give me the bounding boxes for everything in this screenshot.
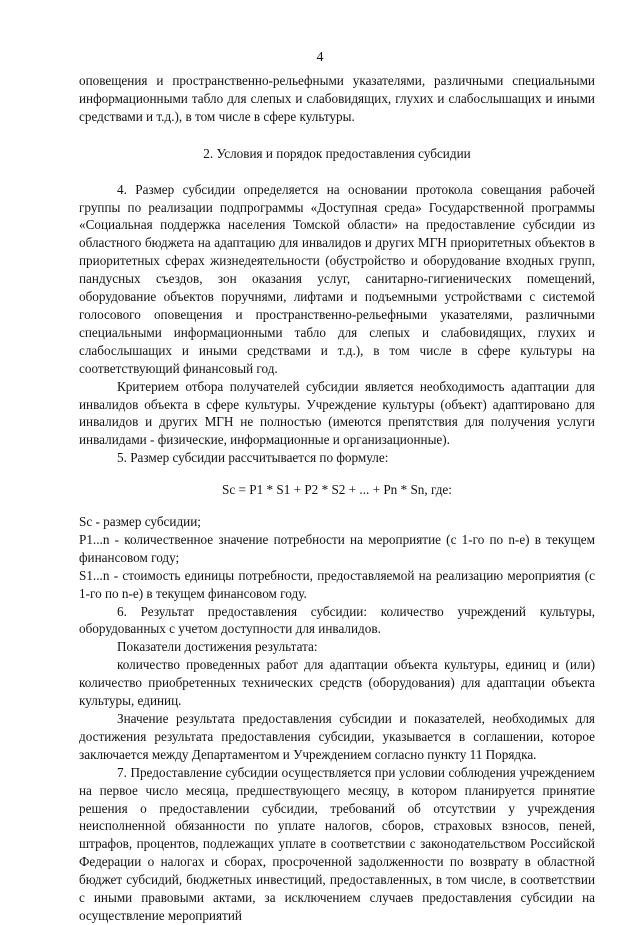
paragraph-7: 7. Предоставление субсидии осуществляется при условии соблюдения учреждением на первое число месяца, предшествующего месяцу, в котором планируется принятие решения о предоставлении субсидии, требований об отсутствии у учреждения неисполненной обязанности по уплате налогов, сборов, страховых взносов, пеней, штрафов, процентов, подлежащих уплате в соответствии с законодательством Российской Федерации о налогах и сборах, просроченной задолженности по возврату в областной бюджет субсидий, бюджетных инвестиций, предоставленных, в том числе, в соответствии с иными правовыми актами, за исключением случаев предоставления субсидии на осуществление мероприятий [79,764,595,923]
definition-p: P1...n - количественное значение потребности на мероприятие (с 1-го по n-е) в текущем финансовом году; [79,531,595,565]
formula: Sc = P1 * S1 + P2 * S2 + ... + Pn * Sn, где: [222,482,452,498]
paragraph-5: 5. Размер субсидии рассчитывается по формуле: [117,450,389,466]
paragraph-6-value: Значение результата предоставления субсидии и показателей, необходимых для достижения результата предоставления субсидии, указывается в соглашении, которое заключается между Департаментом и Учреждением согласно пункту 11 Порядка. [79,711,595,762]
definition-sc: Sc - размер субсидии; [79,514,201,530]
document-body [79,72,595,925]
paragraph-6: 6. Результат предоставления субсидии: количество учреждений культуры, оборудованных с учетом доступности для инвалидов. [79,603,595,637]
top-paragraph: оповещения и пространственно-рельефными указателями, различными специальными информационными табло для слепых и слабовидящих, глухих и слабослышащих и иными средствами и т.д.), в том числе в сфере культуры. [79,73,595,124]
paragraph-6-indicators-label: Показатели достижения результата: [117,639,318,655]
paragraph-4: 4. Размер субсидии определяется на основании протокола совещания рабочей группы по реализации подпрограммы «Доступная среда» Государственной программы «Социальная поддержка населения Томской области» на предоставление субсидии из областного бюджета на адаптацию для инвалидов и других МГН приоритетных объектов в приоритетных сферах жизнедеятельности (обустройство и оборудование входных групп, пандусных съездов, зон оказания услуг, санитарно-гигиенических помещений, оборудование объектов поручнями, лифтами и подъемными устройствами с системой голосового оповещения и пространственно-рельефными указателями, различными специальными информационными табло для слепых и слабовидящих, глухих и слабослышащих и иными средствами и т.д.), в том числе в сфере культуры на соответствующий финансовый год. [79,181,595,376]
page-number: 4 [316,50,324,65]
paragraph-6-indicators: количество проведенных работ для адаптации объекта культуры, единиц и (или) количество приобретенных технических средств (оборудования) для адаптации объекта культуры, единиц. [79,657,595,709]
definition-s: S1...n - стоимость единицы потребности, предоставляемой на реализацию мероприятия (с 1-го по n-е) в текущем финансовом году. [79,567,595,601]
paragraph-4-criteria: Критерием отбора получателей субсидии является необходимость адаптации для инвалидов объекта в сфере культуры. Учреждение культуры (объект) адаптировано для инвалидов и других МГН не полностью (имеются препятствия для получения услуги инвалидами - физические, информационные и организационные). [79,378,595,448]
section-heading: 2. Условия и порядок предоставления субсидии [203,145,471,161]
